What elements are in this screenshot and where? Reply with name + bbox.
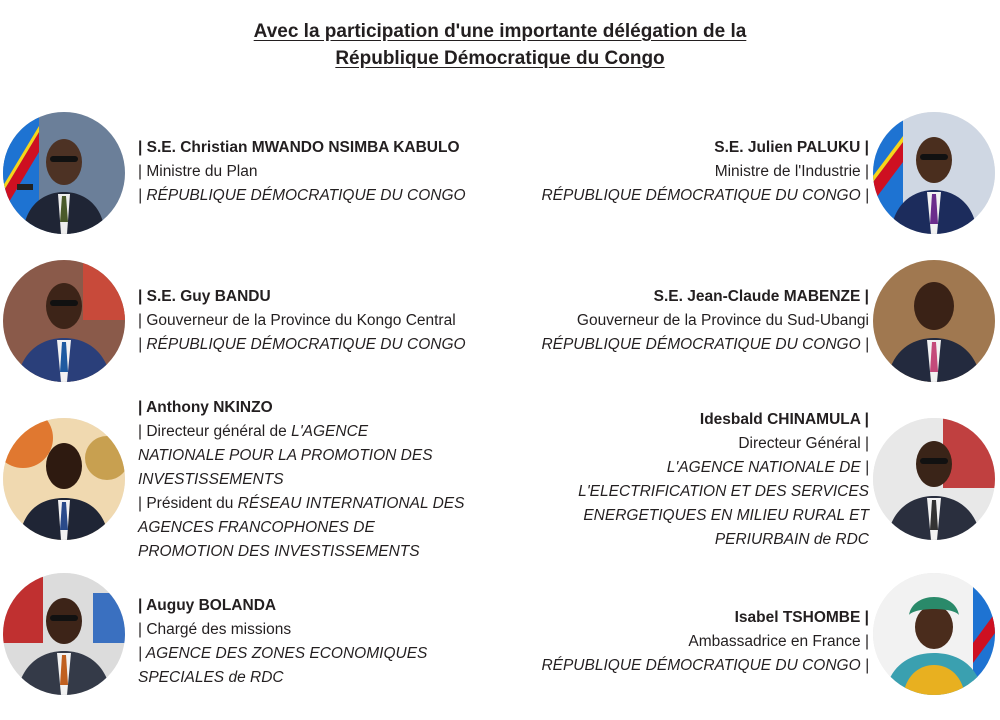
role-org-nkinzo-2: AGENCES FRANCOPHONES DE — [138, 519, 375, 536]
portrait-bolanda — [3, 573, 125, 695]
role-org-nkinzo-1: RÉSEAU INTERNATIONAL DES — [237, 495, 465, 512]
country-tshombe: RÉPUBLIQUE DÉMOCRATIQUE DU CONGO | — [541, 657, 869, 674]
bio-mwando — [138, 136, 466, 208]
title-mabenze: Gouverneur de la Province du Sud-Ubangi — [576, 312, 869, 329]
title-paluku: Ministre de l'Industrie | — [714, 163, 869, 180]
country-mwando: | RÉPUBLIQUE DÉMOCRATIQUE DU CONGO — [138, 187, 466, 204]
bio-bolanda — [138, 594, 427, 690]
portrait-paluku — [873, 112, 995, 234]
title-nkinzo — [138, 420, 464, 444]
bio-bandu — [138, 285, 466, 357]
name-tshombe: Isabel TSHOMBE | — [734, 609, 869, 626]
title-org-nkinzo-3: INVESTISSEMENTS — [138, 471, 284, 488]
name-bandu: | S.E. Guy BANDU — [138, 288, 271, 305]
portrait-mwando — [3, 112, 125, 234]
name-bolanda: | Auguy BOLANDA — [138, 597, 277, 614]
title-prefix-nkinzo: | Directeur général de — [138, 423, 292, 440]
page-heading — [0, 18, 1000, 72]
title-tshombe: Ambassadrice en France | — [688, 633, 869, 650]
title-org-nkinzo-1: L'AGENCE — [291, 423, 369, 440]
name-mwando: | S.E. Christian MWANDO NSIMBA KABULO — [138, 139, 460, 156]
org-chinamula-4: PERIURBAIN de RDC — [714, 531, 869, 548]
bio-chinamula — [578, 408, 869, 552]
portrait-bandu — [3, 260, 125, 382]
country-paluku: RÉPUBLIQUE DÉMOCRATIQUE DU CONGO | — [541, 187, 869, 204]
org-chinamula-3: ENERGETIQUES EN MILIEU RURAL ET — [583, 507, 869, 524]
bio-mabenze — [541, 285, 869, 357]
country-bandu: | RÉPUBLIQUE DÉMOCRATIQUE DU CONGO — [138, 336, 466, 353]
org-chinamula-2: L'ELECTRIFICATION ET DES SERVICES — [578, 483, 869, 500]
name-paluku: S.E. Julien PALUKU | — [714, 139, 869, 156]
name-chinamula: Idesbald CHINAMULA | — [699, 411, 869, 428]
title-bandu: | Gouverneur de la Province du Kongo Central — [138, 312, 456, 329]
heading-line-2: République Démocratique du Congo — [335, 48, 665, 69]
title-chinamula: Directeur Général | — [738, 435, 869, 452]
title-org-nkinzo-2: NATIONALE POUR LA PROMOTION DES — [138, 447, 433, 464]
country-mabenze: RÉPUBLIQUE DÉMOCRATIQUE DU CONGO | — [541, 336, 869, 353]
portrait-nkinzo — [3, 418, 125, 540]
role-org-nkinzo-3: PROMOTION DES INVESTISSEMENTS — [138, 543, 420, 560]
title-mwando: | Ministre du Plan — [138, 163, 258, 180]
bio-paluku — [541, 136, 869, 208]
org-bolanda-1: | AGENCE DES ZONES ECONOMIQUES — [138, 645, 428, 662]
portrait-tshombe — [873, 573, 995, 695]
bio-nkinzo — [138, 396, 464, 564]
heading-line-1: Avec la participation d'une importante délégation de la — [253, 21, 747, 42]
portrait-chinamula — [873, 418, 995, 540]
portrait-mabenze — [873, 260, 995, 382]
role-nkinzo — [138, 492, 464, 516]
title-bolanda: | Chargé des missions — [138, 621, 292, 638]
org-chinamula-1: L'AGENCE NATIONALE DE | — [666, 459, 869, 476]
name-nkinzo: | Anthony NKINZO — [138, 399, 273, 416]
org-bolanda-2: SPECIALES de RDC — [138, 669, 284, 686]
name-mabenze: S.E. Jean-Claude MABENZE | — [653, 288, 869, 305]
role-prefix-nkinzo: | Président du — [138, 495, 238, 512]
bio-tshombe — [541, 606, 869, 678]
